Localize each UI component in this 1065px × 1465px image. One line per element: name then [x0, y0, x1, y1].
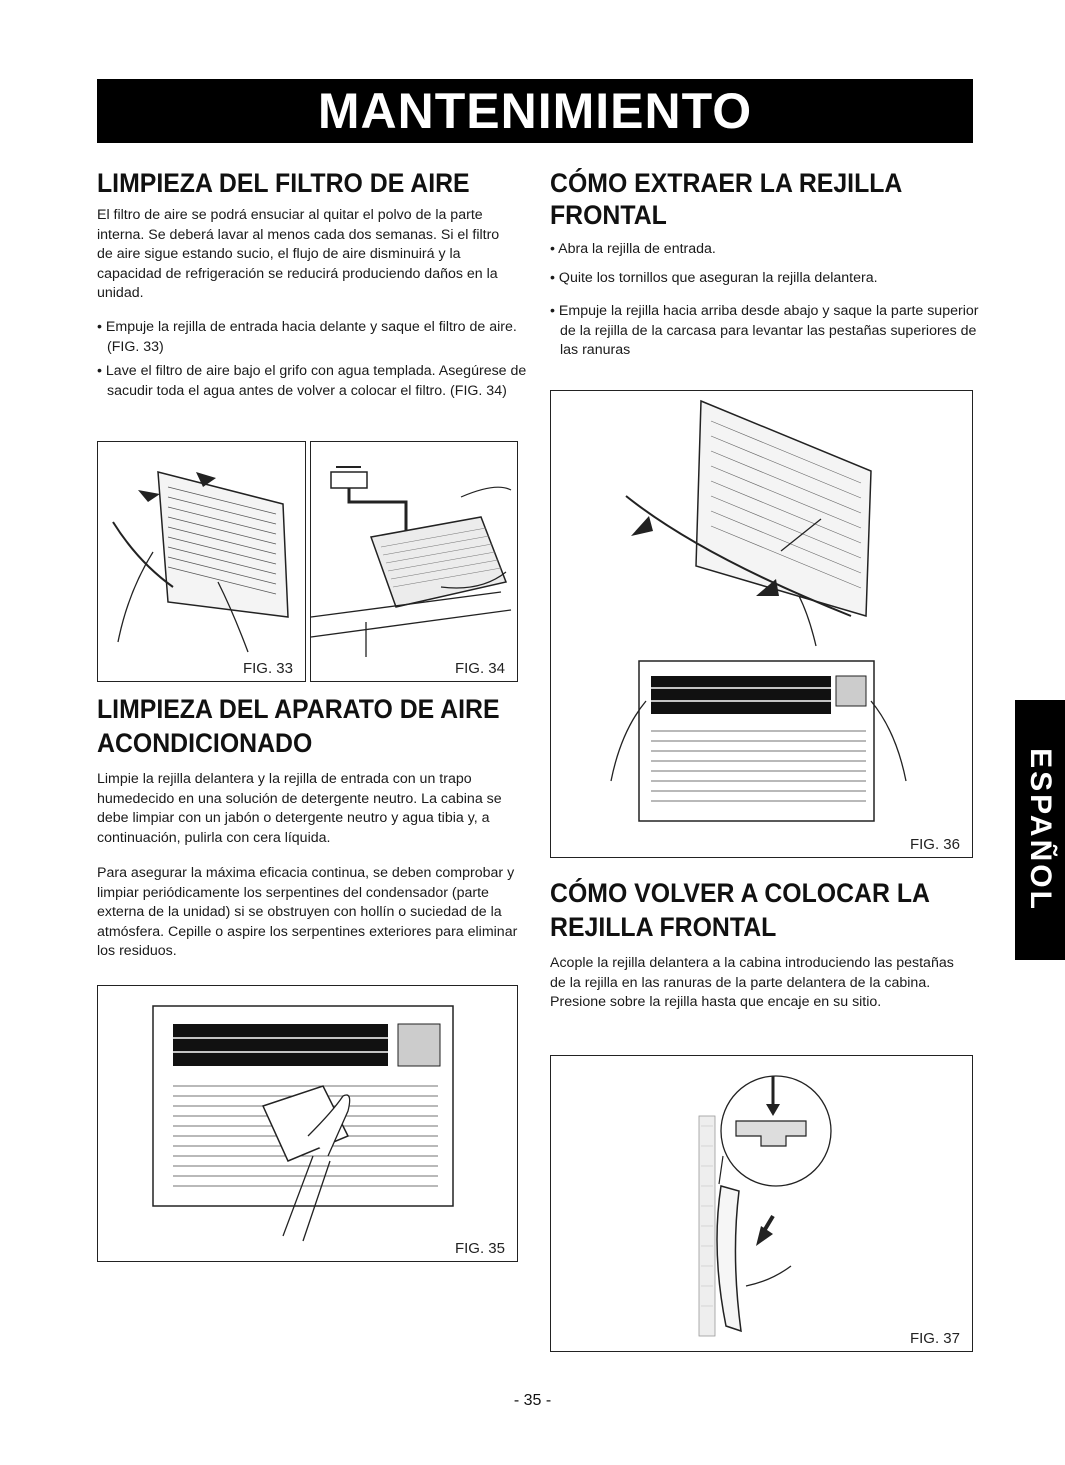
filter-bullet-1: • Empuje la rejilla de entrada hacia delante y saque el filtro de aire. (FIG. 33) — [97, 319, 517, 355]
grille-removal-illustration — [551, 391, 971, 856]
replace-grille-heading-line1: CÓMO VOLVER A COLOCAR LA — [550, 878, 930, 908]
filter-cleaning-heading: LIMPIEZA DEL FILTRO DE AIRE — [97, 168, 470, 198]
replace-grille-heading-line2: REJILLA FRONTAL — [550, 912, 777, 942]
language-side-tab-label: ESPAÑOL — [1024, 748, 1057, 912]
figure-34-caption: FIG. 34 — [454, 660, 505, 677]
figure-35-caption: FIG. 35 — [454, 1240, 505, 1257]
remove-grille-heading-line1: CÓMO EXTRAER LA REJILLA — [550, 168, 903, 198]
unit-cleaning-para-1: Limpie la rejilla delantera y la rejilla de entrada con un trapo humedecido en una solución de detergente neutro. La cabina se debe limpiar con un jabón o detergente neutro y agua tibia y, a continuación, pulirla con cera líquida. — [97, 771, 502, 846]
figure-34 — [310, 441, 518, 682]
remove-bullet-3: • Empuje la rejilla hacia arriba desde abajo y saque la parte superior de la rejilla de la carcasa para levantar las pestañas superiores de las ranuras — [550, 303, 979, 358]
remove-bullet-1: • Abra la rejilla de entrada. — [550, 241, 716, 257]
figure-33 — [97, 441, 306, 682]
figure-36 — [550, 390, 973, 858]
remove-bullet-2: • Quite los tornillos que aseguran la rejilla delantera. — [550, 270, 878, 286]
page-number: - 35 - — [513, 1392, 552, 1409]
grille-reattach-illustration — [551, 1056, 971, 1350]
figure-37-caption: FIG. 37 — [909, 1330, 960, 1347]
front-grille-wiping-illustration — [98, 986, 516, 1260]
unit-cleaning-para-2: Para asegurar la máxima eficacia continua, se deben comprobar y limpiar periódicamente los serpentines del condensador (parte externa de la unidad) si se obstruyen con hollín o suciedad de la atmósfera. Cepille o aspire los serpentines exteriores para eliminar los residuos. — [97, 865, 518, 959]
filter-washing-illustration — [311, 442, 516, 680]
replace-grille-text: Acople la rejilla delantera a la cabina introduciendo las pestañas de la rejilla en las ranuras de la parte delantera de la cabina. Presione sobre la rejilla hasta que encaje en su sitio. — [550, 955, 954, 1010]
unit-cleaning-heading-line2: ACONDICIONADO — [97, 728, 313, 758]
unit-cleaning-heading-line1: LIMPIEZA DEL APARATO DE AIRE — [97, 694, 500, 724]
figure-35 — [97, 985, 518, 1262]
filter-bullet-2: • Lave el filtro de aire bajo el grifo con agua templada. Asegúrese de sacudir toda el agua antes de volver a colocar el filtro. (FIG. 34) — [97, 363, 527, 399]
figure-36-caption: FIG. 36 — [909, 836, 960, 853]
filter-removal-illustration — [98, 442, 304, 680]
language-side-tab — [1015, 700, 1065, 960]
figure-37 — [550, 1055, 973, 1352]
remove-grille-heading-line2: FRONTAL — [550, 200, 667, 230]
page-title-banner: MANTENIMIENTO — [97, 79, 973, 143]
filter-intro-text: El filtro de aire se podrá ensuciar al quitar el polvo de la parte interna. Se deberá lavar al menos cada dos semanas. Si el filtro de aire sigue estando sucio, el flujo de aire disminuirá y la capacidad de refrigeración se reducirá produciendo daños en la unidad. — [97, 207, 500, 301]
figure-33-caption: FIG. 33 — [242, 660, 293, 677]
